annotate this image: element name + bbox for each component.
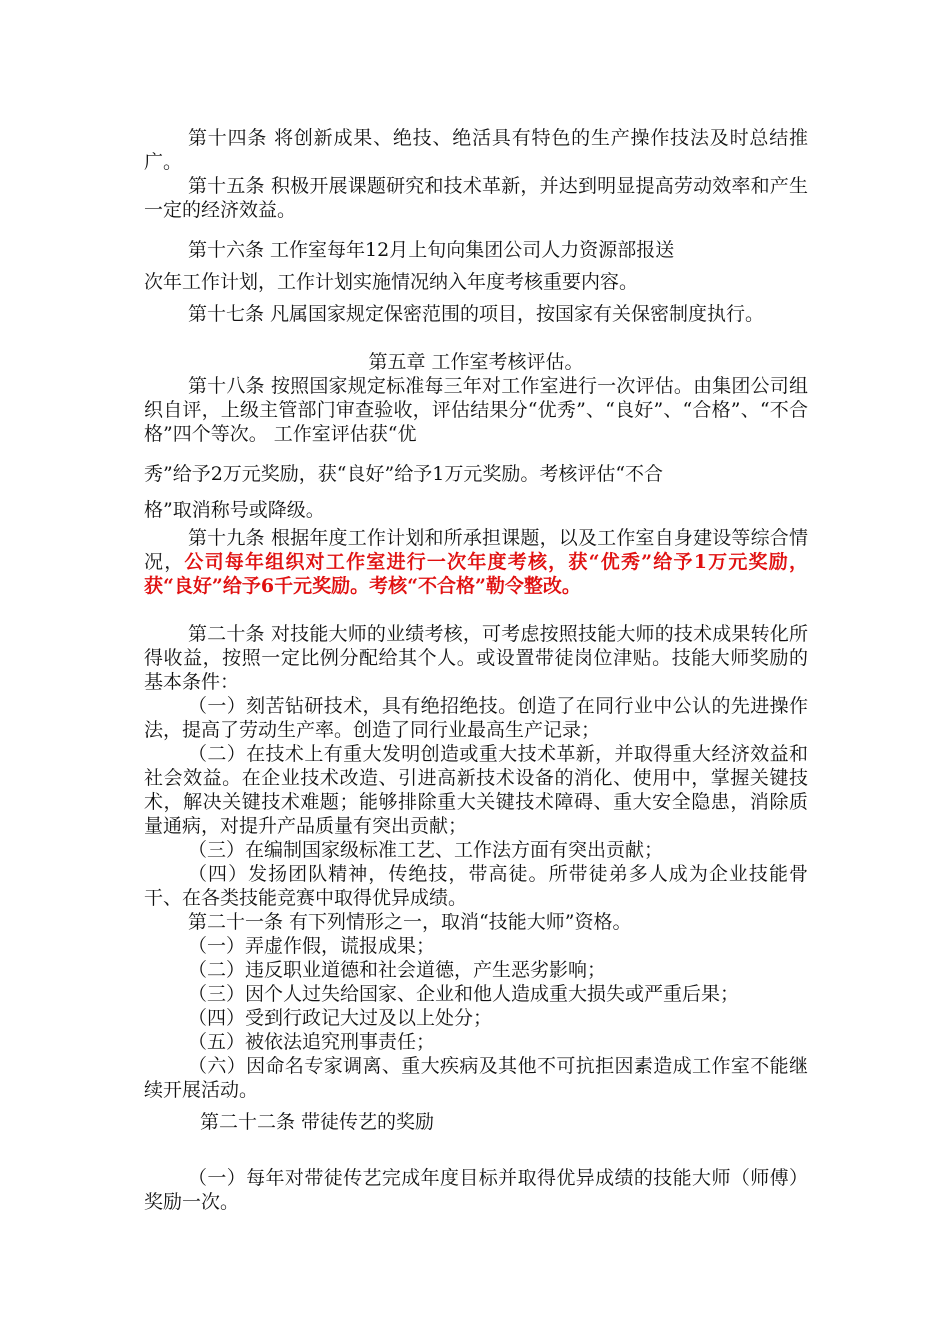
disqualification-3: （三）因个人过失给国家、企业和他人造成重大损失或严重后果； [188, 983, 740, 1005]
disqualification-2: （二）违反职业道德和社会道德，产生恶劣影响； [188, 959, 607, 981]
article-17: 第十七条 凡属国家规定保密范围的项目，按国家有关保密制度执行。 [188, 303, 765, 325]
condition-4: （四）发扬团队精神，传绝技，带高徒。所带徒弟多人成为企业技能骨干、在各类技能竞赛中取得优异成绩。 [144, 863, 808, 909]
article-19-text: 第十九条 根据年度工作计划和所承担课题，以及工作室自身建设等综合情况， [144, 527, 808, 573]
article-18-line3: 格”取消称号或降级。 [144, 499, 325, 521]
condition-2: （二）在技术上有重大发明创造或重大技术革新，并取得重大经济效益和社会效益。在企业技术改造、引进高新技术设备的消化、使用中，掌握关键技术，解决关键技术难题；能够排除重大关键技术障碍、重大安全隐患，消除质量通病，对提升产品质量有突出贡献； [144, 743, 808, 837]
article-22: 第二十二条 带徒传艺的奖励 [200, 1111, 435, 1133]
condition-3: （三）在编制国家级标准工艺、工作法方面有突出贡献； [188, 839, 664, 861]
article-16-line2: 次年工作计划，工作计划实施情况纳入年度考核重要内容。 [144, 271, 639, 293]
condition-1: （一）刻苦钻研技术，具有绝招绝技。创造了在同行业中公认的先进操作法，提高了劳动生产率。创造了同行业最高生产记录； [144, 695, 808, 741]
disqualification-4: （四）受到行政记大过及以上处分； [188, 1007, 493, 1029]
chapter-5-heading: 第五章 工作室考核评估。 [368, 351, 584, 373]
disqualification-1: （一）弄虚作假，谎报成果； [188, 935, 436, 957]
article-15: 第十五条 积极开展课题研究和技术革新，并达到明显提高劳动效率和产生一定的经济效益。 [144, 175, 808, 221]
article-20: 第二十条 对技能大师的业绩考核，可考虑按照技能大师的技术成果转化所得收益，按照一定比例分配给其个人。或设置带徒岗位津贴。技能大师奖励的基本条件： [144, 623, 808, 693]
article-16-line1: 第十六条 工作室每年12月上旬向集团公司人力资源部报送 [188, 239, 675, 261]
article-19 [144, 526, 808, 598]
article-21: 第二十一条 有下列情形之一，取消“技能大师”资格。 [188, 911, 632, 933]
disqualification-6: （六）因命名专家调离、重大疾病及其他不可抗拒因素造成工作室不能继续开展活动。 [144, 1055, 808, 1101]
reward-1: （一）每年对带徒传艺完成年度目标并取得优异成绩的技能大师（师傅）奖励一次。 [144, 1167, 808, 1213]
article-19-highlight: 公司每年组织对工作室进行一次年度考核，获“优秀”给予1万元奖励，获“良好”给予6千元奖励。考核“不合格”勒令整改。 [144, 551, 808, 597]
article-14: 第十四条 将创新成果、绝技、绝活具有特色的生产操作技法及时总结推广。 [144, 127, 808, 173]
article-18: 第十八条 按照国家规定标准每三年对工作室进行一次评估。由集团公司组织自评，上级主管部门审查验收，评估结果分“优秀”、“良好”、“合格”、“不合格”四个等次。 工作室评估获“优 [144, 375, 808, 445]
disqualification-5: （五）被依法追究刑事责任； [188, 1031, 436, 1053]
article-18-line2: 秀”给予2万元奖励，获“良好”给予1万元奖励。考核评估“不合 [144, 463, 664, 485]
